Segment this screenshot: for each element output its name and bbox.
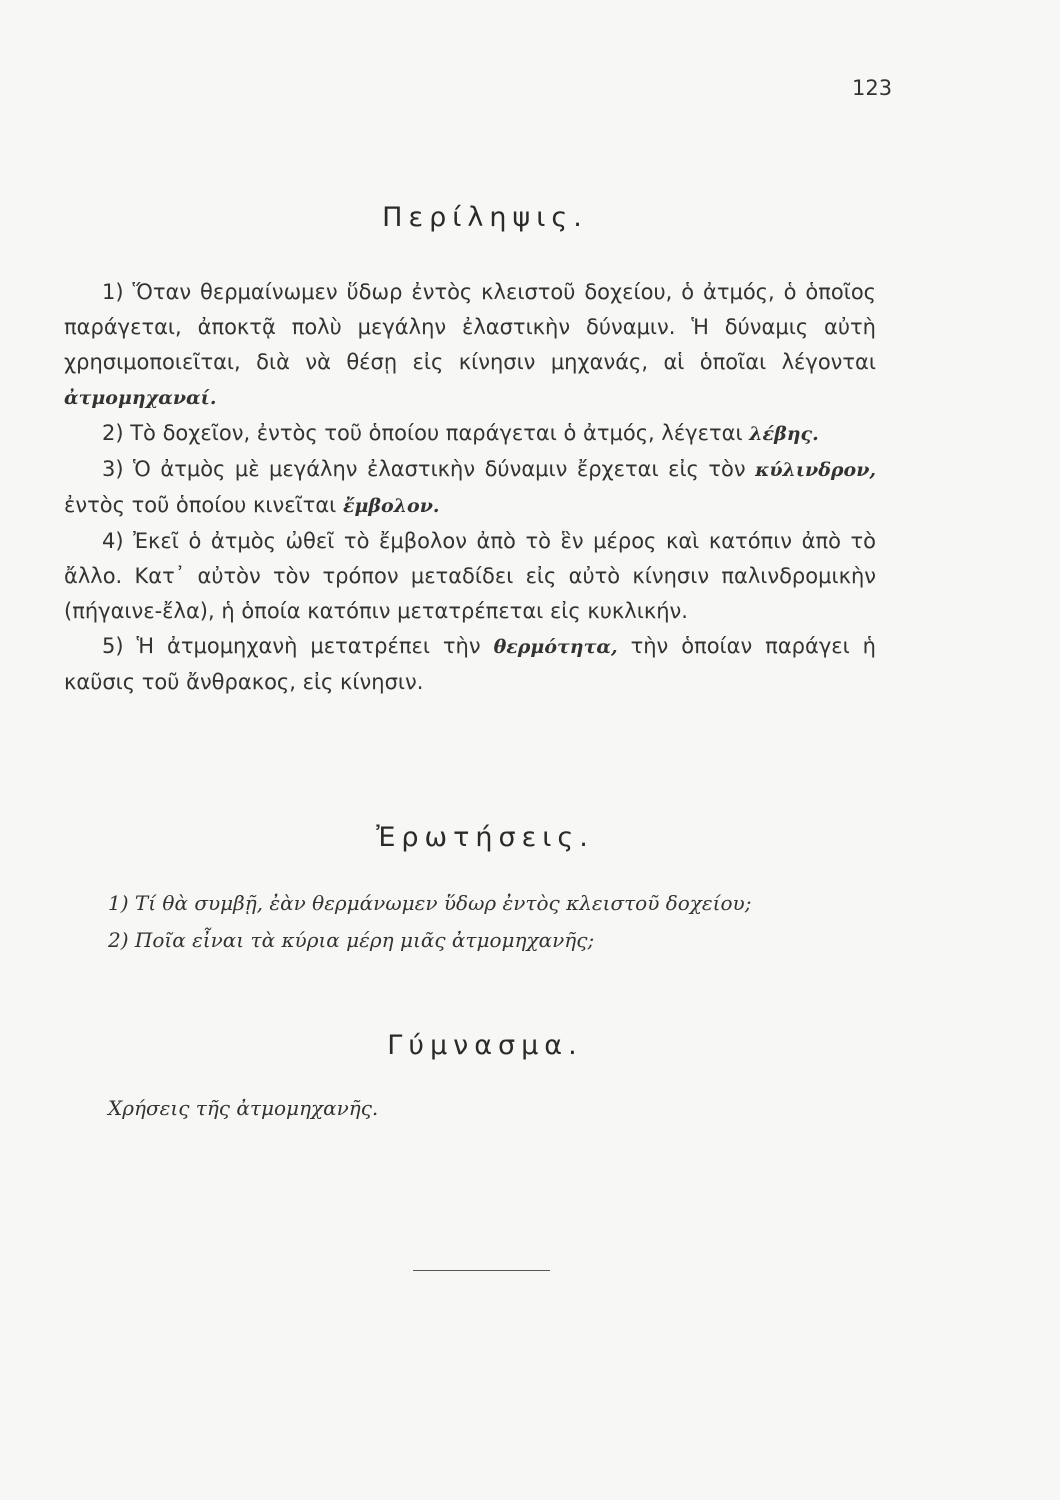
summary-heading: Περίληψις. [382,202,588,233]
term-thermotita: θερμότητα, [493,636,618,658]
exercise-heading: Γύμνασμα. [387,1030,583,1061]
term-kylindros: κύλινδρον, [755,459,876,481]
summary-p5-text-b: τὴν ὁποίαν παράγει ἡ καῦσις τοῦ ἄνθρακος, εἰς κίνησιν. [64,634,876,694]
summary-paragraph-2 [64,416,876,452]
summary-p5-text-a: 5) Ἡ ἀτμομηχανὴ μετατρέπει τὴν [102,634,494,658]
term-emvolon: ἔμβολον. [342,495,440,517]
summary-p3-text-b: ἐντὸς τοῦ ὁποίου κινεῖται [64,493,343,517]
page-number: 123 [852,76,893,100]
summary-paragraph-5 [64,629,876,700]
questions-heading: Ἐρωτήσεις. [376,822,594,853]
summary-body [64,275,876,700]
question-item: 2) Ποῖα εἶναι τὰ κύρια μέρη μιᾶς ἀτμομηχανῆς; [108,928,595,952]
summary-paragraph-3 [64,452,876,524]
term-atmomichanai: ἀτμομηχαναί. [64,387,217,409]
summary-paragraph-4 [64,524,876,629]
exercise-text: Χρήσεις τῆς ἀτμομηχανῆς. [108,1096,379,1120]
summary-p3-text-a: 3) Ὁ ἀτμὸς μὲ μεγάλην ἐλαστικὴν δύναμιν ἔρχεται εἰς τὸν [102,457,756,481]
section-divider [413,1270,550,1271]
summary-p2-text: 2) Τὸ δοχεῖον, ἐντὸς τοῦ ὁποίου παράγεται ὁ ἀτμός, λέγεται [102,421,750,445]
questions-list [108,885,868,959]
summary-p1-text: 1) Ὅταν θερμαίνωμεν ὕδωρ ἐντὸς κλειστοῦ δοχείου, ὁ ἀτμός, ὁ ὁποῖος παράγεται, ἀποκτᾷ πολὺ μεγάλην ἐλαστικὴν δύναμιν. Ἡ δύναμις αὐτὴ χρησιμοποιεῖται, διὰ νὰ θέσῃ εἰς κίνησιν μηχανάς, αἱ ὁποῖαι λέγονται [64,280,876,374]
summary-paragraph-1 [64,275,876,416]
term-levis: λέβης. [749,423,819,445]
summary-p4-text: 4) Ἐκεῖ ὁ ἀτμὸς ὠθεῖ τὸ ἔμβολον ἀπὸ τὸ ἓν μέρος καὶ κατόπιν ἀπὸ τὸ ἄλλο. Κατ᾽ αὐτὸν τὸν τρόπον μεταδίδει εἰς αὐτὸ κίνησιν παλινδρομικὴν (πήγαινε-ἔλα), ἡ ὁποία κατόπιν μετατρέπεται εἰς κυκλικήν. [64,529,876,623]
question-item: 1) Τί θὰ συμβῇ, ἐὰν θερμάνωμεν ὕδωρ ἐντὸς κλειστοῦ δοχείου; [108,891,752,915]
